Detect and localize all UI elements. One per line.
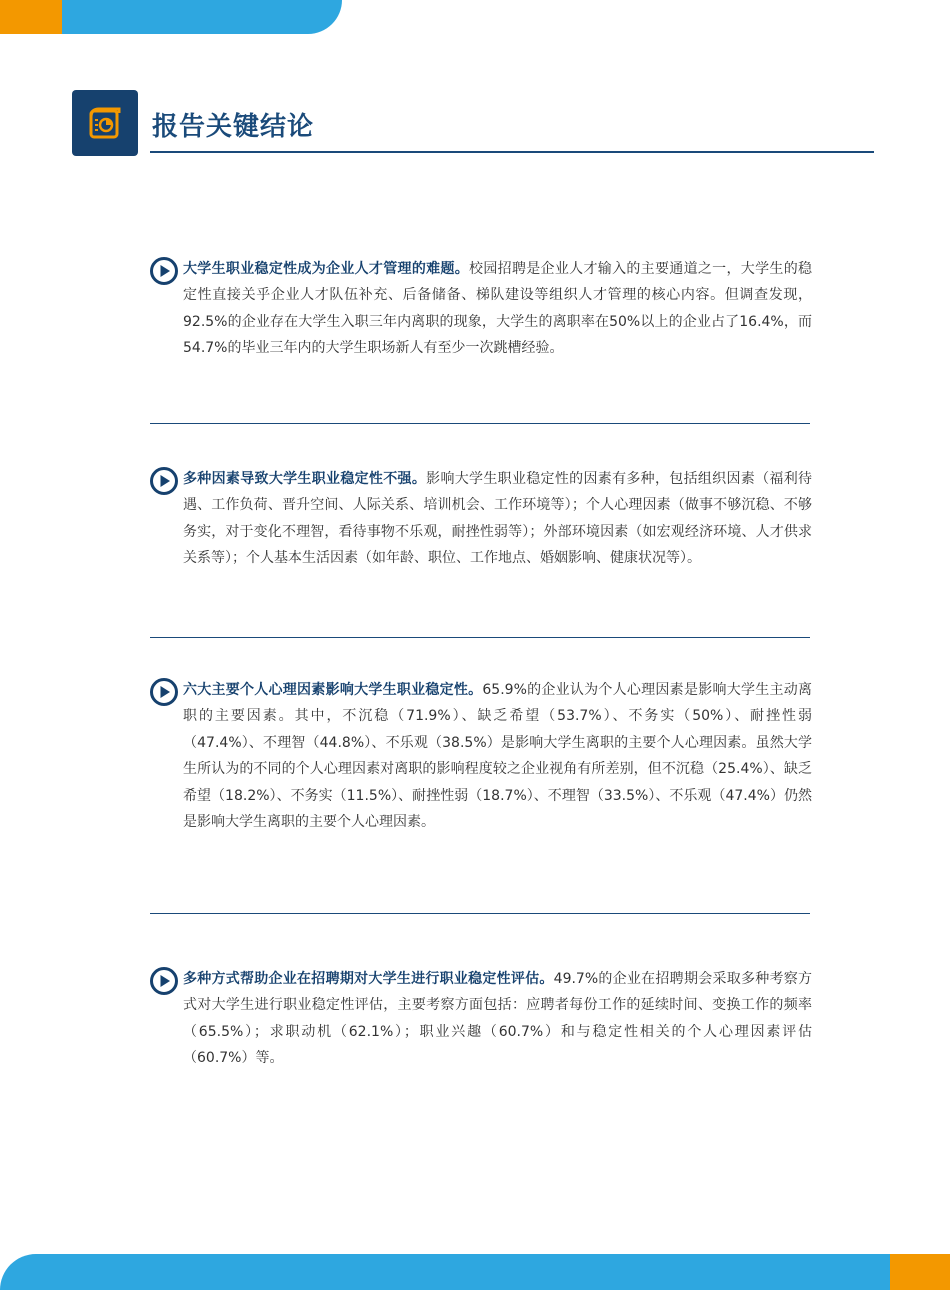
conclusion-section-4 xyxy=(150,966,812,1072)
bottom-blue-band xyxy=(0,1254,890,1290)
conclusion-section-2 xyxy=(150,466,812,572)
top-orange-band xyxy=(0,0,62,34)
conclusion-lead: 六大主要个人心理因素影响大学生职业稳定性。 xyxy=(183,682,483,698)
conclusion-body: 影响大学生职业稳定性的因素有多种，包括组织因素（福利待遇、工作负荷、晋升空间、人际关系、培训机会、工作环境等）；个人心理因素（做事不够沉稳、不够务实，对于变化不理智，看待事物不乐观，耐挫性弱等）；外部环境因素（如宏观经济环境、人才供求关系等）；个人基本生活因素（如年龄、职位、工作地点、婚姻影响、健康状况等）。 xyxy=(183,471,812,567)
conclusion-section-3 xyxy=(150,677,812,835)
section-divider xyxy=(150,913,810,914)
page-title: 报告关键结论 xyxy=(152,112,315,142)
play-arrow-icon xyxy=(150,467,178,495)
section-divider xyxy=(150,637,810,638)
conclusion-body: 校园招聘是企业人才输入的主要通道之一，大学生的稳定性直接关乎企业人才队伍补充、后备储备、梯队建设等组织人才管理的核心内容。但调查发现，92.5%的企业存在大学生入职三年内离职的现象，大学生的离职率在50%以上的企业占了16.4%，而54.7%的毕业三年内的大学生职场新人有至少一次跳槽经验。 xyxy=(183,261,812,357)
conclusion-body: 65.9%的企业认为个人心理因素是影响大学生主动离职的主要因素。其中，不沉稳（71.9%）、缺乏希望（53.7%）、不务实（50%）、耐挫性弱（47.4%）、不理智（44.8%）、不乐观（38.5%）是影响大学生离职的主要个人心理因素。虽然大学生所认为的不同的个人心理因素对离职的影响程度较之企业视角有所差别，但不沉稳（25.4%）、缺乏希望（18.2%）、不务实（11.5%）、耐挫性弱（18.7%）、不理智（33.5%）、不乐观（47.4%）仍然是影响大学生离职的主要个人心理因素。 xyxy=(183,682,812,831)
bottom-orange-band xyxy=(890,1254,950,1290)
header-rule xyxy=(150,151,874,153)
conclusion-paragraph xyxy=(183,256,812,362)
report-chart-icon xyxy=(85,103,125,143)
conclusion-paragraph xyxy=(183,677,812,835)
section-divider xyxy=(150,423,810,424)
play-arrow-icon xyxy=(150,257,178,285)
header-icon-box xyxy=(72,90,138,156)
top-blue-band xyxy=(62,0,342,34)
conclusion-paragraph xyxy=(183,466,812,572)
conclusion-lead: 多种方式帮助企业在招聘期对大学生进行职业稳定性评估。 xyxy=(183,971,554,987)
conclusion-lead: 多种因素导致大学生职业稳定性不强。 xyxy=(183,471,427,487)
play-arrow-icon xyxy=(150,678,178,706)
conclusion-body: 49.7%的企业在招聘期会采取多种考察方式对大学生进行职业稳定性评估，主要考察方面包括：应聘者每份工作的延续时间、变换工作的频率（65.5%）；求职动机（62.1%）；职业兴趣（60.7%）和与稳定性相关的个人心理因素评估（60.7%）等。 xyxy=(183,971,812,1067)
conclusion-lead: 大学生职业稳定性成为企业人才管理的难题。 xyxy=(183,261,470,277)
conclusion-paragraph xyxy=(183,966,812,1072)
play-arrow-icon xyxy=(150,967,178,995)
conclusion-section-1 xyxy=(150,256,812,362)
